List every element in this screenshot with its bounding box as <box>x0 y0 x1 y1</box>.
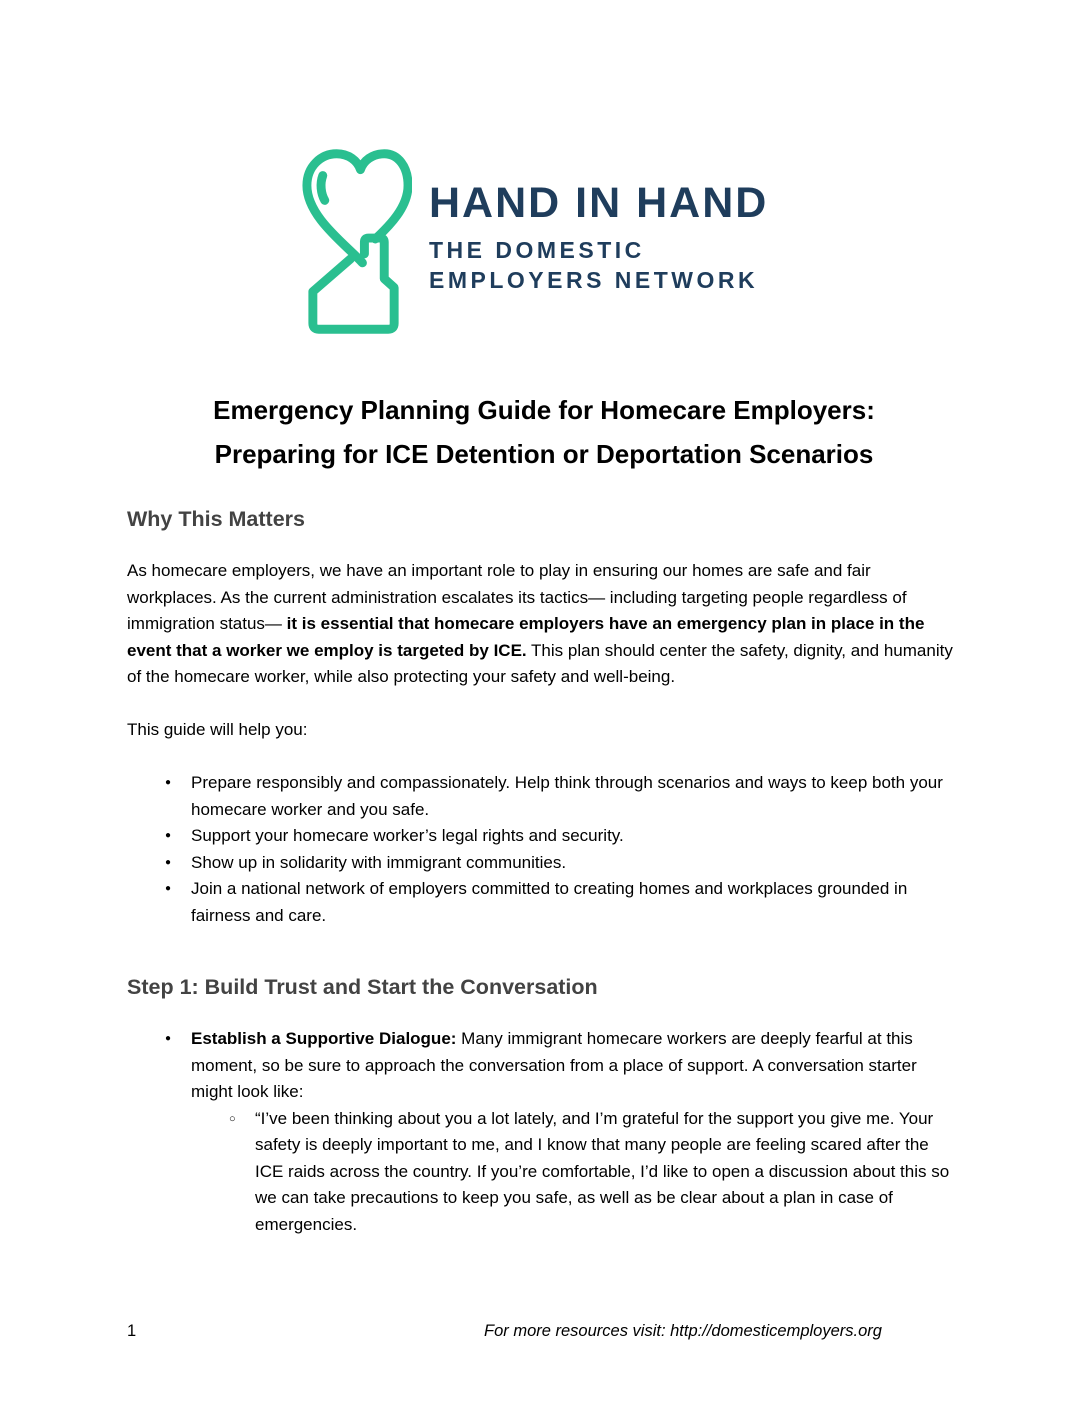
hollow-bullet-icon: ○ <box>229 1112 236 1125</box>
sub-list-item-text: “I’ve been thinking about you a lot lately, and I’m grateful for the support you give me. Your safety is deeply important to me, and I know that many people are feeling scared after the ICE raids across the country. If you’re comfortable, I’d like to open a discussion about this so we can take precautions to keep you safe, as well as be clear about a plan in case of emergencies. <box>255 1108 950 1234</box>
list-item <box>127 1026 961 1238</box>
list-item-text <box>191 1026 961 1238</box>
guide-intro: This guide will help you: <box>127 719 308 739</box>
sub-list-item <box>191 1106 961 1239</box>
bullet-icon: ● <box>165 777 172 788</box>
logo-name: HAND IN HAND <box>429 179 769 227</box>
list-item <box>127 823 961 850</box>
guide-benefits-list <box>127 770 961 929</box>
bullet-icon: ● <box>165 883 172 894</box>
step1-list <box>127 1026 961 1238</box>
document-title <box>127 388 961 476</box>
page-number: 1 <box>127 1322 137 1340</box>
list-item <box>127 770 961 823</box>
bullet-icon: ● <box>165 856 172 868</box>
logo-subtitle-line2: EMPLOYERS NETWORK <box>429 267 759 293</box>
bullet-icon: ● <box>165 1033 172 1044</box>
logo-subtitle-line1: THE DOMESTIC <box>429 237 645 263</box>
list-item-text: Support your homecare worker’s legal rights and security. <box>191 826 624 845</box>
footer-note: For more resources visit: http://domesticemployers.org <box>484 1322 882 1340</box>
list-item-text: Join a national network of employers committed to creating homes and workplaces grounded in fairness and care. <box>191 879 908 925</box>
list-item <box>127 876 961 929</box>
section-heading-why-this-matters: Why This Matters <box>127 507 305 531</box>
bullet-icon: ● <box>165 830 172 841</box>
section-heading-step1: Step 1: Build Trust and Start the Conversation <box>127 975 598 999</box>
list-item <box>127 850 961 877</box>
list-item-text: Show up in solidarity with immigrant communities. <box>191 852 567 872</box>
document-title-line2: Preparing for ICE Detention or Deportation Scenarios <box>214 439 874 469</box>
step1-bullet-text: Establish a Supportive Dialogue: Many immigrant homecare workers are deeply fearful at this moment, so be sure to approach the conversation from a place of support. A conversation starter might look like: <box>191 1029 917 1101</box>
document-title-line1: Emergency Planning Guide for Homecare Employers: <box>213 395 875 425</box>
why-paragraph: As homecare employers, we have an important role to play in ensuring our homes are safe and fair workplaces. As the current administration escalates its tactics— including targeting people regardless of immigration status— it is essential that homecare employers have an emergency plan in place in the event that a worker we employ is targeted by ICE. This plan should center the safety, dignity, and humanity of the homecare worker, while also protecting your safety and well-being. <box>127 561 953 686</box>
list-item-text: Prepare responsibly and compassionately. Help think through scenarios and ways to keep both your homecare worker and you safe. <box>191 773 943 819</box>
